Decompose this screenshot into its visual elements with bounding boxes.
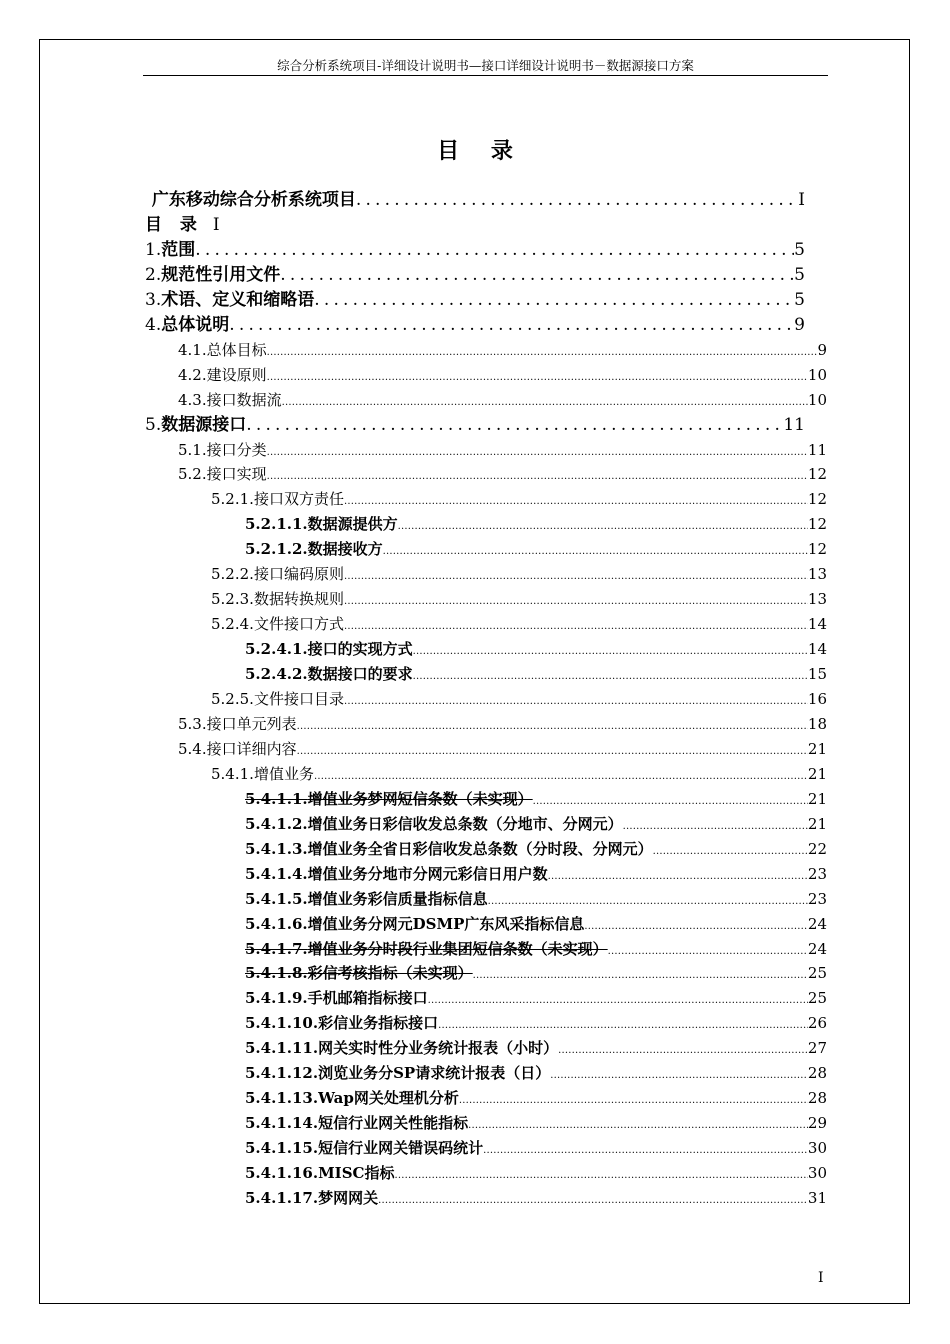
toc-entry[interactable] — [211, 587, 827, 612]
toc-entry-number: 5.4.1.6. — [245, 914, 308, 933]
toc-entry-number: 4.3. — [178, 390, 207, 409]
toc-entry-title: 建设原则 — [206, 365, 267, 384]
toc-leader-dots — [398, 514, 808, 539]
toc-entry-title: 接口的实现方式 — [307, 640, 413, 659]
toc-entry-page: 29 — [807, 1114, 827, 1133]
toc-entry-number: 5.1. — [178, 440, 207, 459]
toc-entry[interactable] — [245, 837, 827, 862]
toc-entry-title: 数据转换规则 — [253, 590, 344, 609]
toc-entry-page: 21 — [807, 789, 827, 808]
toc-entry[interactable] — [178, 712, 827, 737]
toc-entry-number: 5.2.4.2. — [245, 665, 308, 684]
toc-entry-number: 3. — [145, 289, 162, 310]
toc-entry[interactable] — [245, 937, 827, 962]
toc-leader-dots — [195, 238, 794, 263]
toc-entry-title: 规范性引用文件 — [161, 264, 281, 285]
toc-entry[interactable] — [145, 213, 805, 238]
toc-entry[interactable] — [245, 637, 827, 662]
toc-leader-dots — [488, 889, 808, 914]
toc-entry-page: 18 — [807, 714, 827, 733]
toc-entry[interactable] — [245, 887, 827, 912]
toc-entry-page: 21 — [807, 764, 827, 783]
toc-entry-number: 5. — [145, 414, 162, 435]
toc-entry-title: 数据接口的要求 — [307, 665, 413, 684]
toc-leader-dots — [280, 263, 794, 288]
toc-entry[interactable] — [245, 1111, 827, 1136]
toc-leader-dots — [344, 614, 808, 639]
toc-entry[interactable] — [211, 562, 827, 587]
toc-leader-dots — [413, 664, 808, 689]
toc-entry-page: 9 — [817, 340, 827, 359]
toc-entry-page: 12 — [807, 515, 827, 534]
toc-entry[interactable] — [145, 288, 805, 313]
toc-entry-title: 接口详细内容 — [206, 739, 297, 758]
toc-entry-number: 1. — [145, 239, 162, 260]
page-number: I — [818, 1270, 824, 1286]
toc-entry-page: I — [212, 214, 220, 235]
toc-entry-title: 总体说明 — [161, 314, 230, 335]
toc-entry-page: 5 — [794, 289, 805, 310]
toc-leader-dots — [267, 464, 808, 489]
toc-entry[interactable] — [245, 1036, 827, 1061]
toc-entry-title: 接口数据流 — [206, 390, 282, 409]
toc-entry[interactable] — [211, 762, 827, 787]
toc-entry-number: 5.2.4.1. — [245, 640, 308, 659]
toc-entry-title: 彩信业务指标接口 — [318, 1014, 439, 1033]
toc-entry-title: 网关实时性分业务统计报表（小时） — [318, 1039, 559, 1058]
toc-entry-title: 接口双方责任 — [253, 490, 344, 509]
toc-leader-dots — [623, 814, 808, 839]
toc-entry-page: 30 — [807, 1164, 827, 1183]
toc-leader-dots — [297, 714, 808, 739]
toc-entry[interactable] — [245, 1186, 827, 1211]
toc-entry-title: 接口编码原则 — [253, 565, 344, 584]
toc-entry-number: 5.4.1.1. — [245, 789, 308, 808]
toc-leader-dots — [558, 1038, 808, 1063]
toc-leader-dots — [383, 539, 808, 564]
toc-entry[interactable] — [245, 1061, 827, 1086]
toc-leader-dots — [356, 188, 798, 213]
toc-entry[interactable] — [178, 462, 827, 487]
toc-title: 目 录 — [437, 138, 525, 164]
toc-entry-title: 数据源接口 — [161, 414, 247, 435]
toc-entry-page: 9 — [794, 314, 805, 335]
toc-entry-title: MISC指标 — [318, 1164, 395, 1183]
toc-leader-dots — [548, 864, 808, 889]
toc-leader-dots — [344, 689, 808, 714]
toc-entry-page: 12 — [807, 490, 827, 509]
toc-leader-dots — [438, 1013, 808, 1038]
toc-entry-number: 5.4.1.16. — [245, 1164, 319, 1183]
toc-entry[interactable] — [145, 413, 805, 438]
toc-leader-dots — [297, 739, 808, 764]
toc-entry-title: 彩信考核指标（未实现） — [307, 964, 473, 983]
toc-entry-page: 13 — [807, 590, 827, 609]
toc-entry-number: 5.2.3. — [211, 590, 254, 609]
toc-entry-title: 数据源提供方 — [307, 515, 398, 534]
toc-entry[interactable] — [145, 238, 805, 263]
toc-entry[interactable] — [178, 363, 827, 388]
toc-entry-page: 10 — [807, 365, 827, 384]
toc-entry-page: 5 — [794, 239, 805, 260]
toc-entry-number: 5.4.1.15. — [245, 1139, 319, 1158]
toc-entry-page: 27 — [807, 1039, 827, 1058]
toc-leader-dots — [267, 365, 808, 390]
toc-entry[interactable] — [245, 512, 827, 537]
toc-entry-page: 11 — [783, 414, 805, 435]
toc-entry[interactable] — [245, 912, 827, 937]
toc-leader-dots — [282, 390, 808, 415]
toc-entry-title: 增值业务分地市分网元彩信日用户数 — [307, 864, 548, 883]
toc-entry-title: 接口分类 — [206, 440, 267, 459]
toc-entry-number: 5.4.1.10. — [245, 1014, 319, 1033]
toc-entry-page: 23 — [807, 889, 827, 908]
toc-entry[interactable] — [145, 263, 805, 288]
toc-entry-page: 24 — [807, 914, 827, 933]
toc-entry-number: 5.4.1.2. — [245, 814, 308, 833]
toc-entry[interactable] — [245, 537, 827, 562]
toc-entry[interactable] — [245, 986, 827, 1011]
toc-entry-page: 26 — [807, 1014, 827, 1033]
toc-entry-number: 5.2.1. — [211, 490, 254, 509]
toc-leader-dots — [459, 1088, 808, 1113]
toc-leader-dots — [608, 939, 808, 964]
toc-entry-title: 范围 — [161, 239, 196, 260]
toc-entry-page: 11 — [807, 440, 827, 459]
toc-leader-dots — [473, 963, 808, 988]
toc-entry-number: 5.4.1.11. — [245, 1039, 319, 1058]
toc-entry-page: 12 — [807, 465, 827, 484]
toc-entry-page: 31 — [807, 1189, 827, 1207]
toc-entry-number: 5.2.2. — [211, 565, 254, 584]
toc-entry-title: 增值业务全省日彩信收发总条数（分时段、分网元） — [307, 839, 653, 858]
toc-leader-dots — [483, 1138, 808, 1163]
toc-entry[interactable] — [245, 662, 827, 687]
toc-entry[interactable] — [245, 812, 827, 837]
toc-entry[interactable] — [178, 388, 827, 413]
toc-entry-page: 21 — [807, 739, 827, 758]
toc-entry-number: 5.4.1.17. — [245, 1189, 319, 1207]
toc-entry-title: 短信行业网关性能指标 — [318, 1114, 469, 1133]
toc-entry-number: 5.4.1.3. — [245, 839, 308, 858]
toc-entry-page: 15 — [807, 665, 827, 684]
toc-entry-number: 5.4.1.5. — [245, 889, 308, 908]
toc-entry-number: 4.1. — [178, 340, 207, 359]
toc-entry-title: 文件接口方式 — [253, 615, 344, 634]
toc-entry-number: 5.4. — [178, 739, 207, 758]
toc-entry[interactable] — [245, 862, 827, 887]
toc-entry[interactable] — [211, 687, 827, 712]
toc-leader-dots — [229, 313, 794, 338]
toc-entry-number: 5.4.1.7. — [245, 939, 308, 958]
toc-entry-title: 梦网网关 — [318, 1189, 379, 1207]
toc-entry-number: 5.2.4. — [211, 615, 254, 634]
toc-entry-number: 2. — [145, 264, 162, 285]
toc-entry-number: 5.2. — [178, 465, 207, 484]
toc-entry[interactable] — [211, 487, 827, 512]
toc-entry-number: 5.4.1.12. — [245, 1064, 319, 1083]
toc-entry[interactable] — [245, 1161, 827, 1186]
toc-entry-number: 5.2.1.2. — [245, 540, 308, 559]
toc-entry-title: 接口实现 — [206, 465, 267, 484]
toc-entry-page: 5 — [794, 264, 805, 285]
toc-entry[interactable] — [245, 1086, 827, 1111]
toc-entry-title: 增值业务 — [253, 764, 314, 783]
toc-entry-title: 增值业务分网元DSMP广东风采指标信息 — [307, 914, 585, 933]
toc-entry-title: 浏览业务分SP请求统计报表（日） — [318, 1064, 551, 1083]
toc-entry-page: 24 — [807, 939, 827, 958]
toc-entry-number: 4.2. — [178, 365, 207, 384]
toc-entry[interactable] — [145, 188, 805, 213]
toc-entry-title: 增值业务分时段行业集团短信条数（未实现） — [307, 939, 608, 958]
toc-entry[interactable] — [178, 338, 827, 363]
toc-entry-title: 增值业务梦网短信条数（未实现） — [307, 789, 533, 808]
toc-leader-dots — [468, 1113, 808, 1138]
toc-leader-dots — [584, 914, 808, 939]
toc-entry[interactable] — [245, 787, 827, 812]
toc-entry-title: 总体目标 — [206, 340, 267, 359]
toc-entry-number: 5.3. — [178, 714, 207, 733]
toc-entry-page: 30 — [807, 1139, 827, 1158]
toc-leader-dots — [653, 839, 808, 864]
toc-entry-number: 5.4.1.4. — [245, 864, 308, 883]
toc-leader-dots — [344, 589, 808, 614]
toc-entry-title: 增值业务日彩信收发总条数（分地市、分网元） — [307, 814, 623, 833]
toc-entry-page: 14 — [807, 615, 827, 634]
toc-entry-title: Wap网关处理机分析 — [318, 1089, 459, 1108]
toc-entry-title: 文件接口目录 — [253, 690, 344, 708]
toc-entry[interactable] — [178, 438, 827, 463]
toc-entry-title: 手机邮箱指标接口 — [307, 989, 428, 1008]
toc-entry-title: 增值业务彩信质量指标信息 — [307, 889, 488, 908]
toc-entry-page: 25 — [807, 964, 827, 983]
toc-entry-page: 23 — [807, 864, 827, 883]
toc-entry[interactable] — [245, 1011, 827, 1036]
toc-entry-title: 术语、定义和缩略语 — [161, 289, 315, 310]
toc-entry[interactable] — [245, 961, 827, 986]
toc-entry[interactable] — [245, 1136, 827, 1161]
toc-entry-number: 5.4.1.8. — [245, 964, 308, 983]
toc-entry-number: 5.2.1.1. — [245, 515, 308, 534]
toc-leader-dots — [314, 288, 794, 313]
toc-leader-dots — [550, 1063, 808, 1088]
toc-entry-page: 25 — [807, 989, 827, 1008]
toc-entry-number: 5.4.1.9. — [245, 989, 308, 1008]
toc-leader-dots — [314, 764, 808, 789]
toc-leader-dots — [394, 1163, 807, 1188]
toc-entry-page: 14 — [807, 640, 827, 659]
toc-entry-number: 5.4.1.14. — [245, 1114, 319, 1133]
toc-entry-page: 22 — [807, 839, 827, 858]
toc-entry-page: 13 — [807, 565, 827, 584]
toc-entry[interactable] — [211, 612, 827, 637]
toc-entry-title: 短信行业网关错误码统计 — [318, 1139, 484, 1158]
toc-entry-page: 10 — [807, 390, 827, 409]
toc-entry[interactable] — [145, 313, 805, 338]
toc-entry-number: 4. — [145, 314, 162, 335]
toc-leader-dots — [428, 988, 808, 1013]
toc-leader-dots — [344, 489, 808, 514]
toc-entry-page: 28 — [807, 1089, 827, 1108]
toc-leader-dots — [267, 440, 808, 465]
header-rule — [143, 75, 828, 76]
toc-entry-title: 接口单元列表 — [206, 714, 297, 733]
toc-leader-dots — [413, 639, 808, 664]
toc-entry-page: 28 — [807, 1064, 827, 1083]
toc-entry-title: 目 录 — [145, 214, 203, 235]
toc-entry-page: 21 — [807, 814, 827, 833]
toc-leader-dots — [246, 413, 783, 438]
toc-leader-dots — [378, 1188, 808, 1213]
toc-entry[interactable] — [178, 737, 827, 762]
running-header: 综合分析系统项目-详细设计说明书—接口详细设计说明书－数据源接口方案 — [277, 58, 694, 73]
toc-entry-page: 16 — [807, 690, 827, 708]
toc-leader-dots — [267, 340, 818, 365]
toc-entry-number: 5.2.5. — [211, 690, 254, 708]
toc-leader-dots — [344, 564, 808, 589]
toc-entry-number: 5.4.1.13. — [245, 1089, 319, 1108]
toc-entry-page: 12 — [807, 540, 827, 559]
toc-leader-dots — [533, 789, 808, 814]
toc-entry-number: 5.4.1. — [211, 764, 254, 783]
toc-entry-page: I — [798, 190, 805, 210]
toc-entry-title: 数据接收方 — [307, 540, 383, 559]
toc-entry-title: 广东移动综合分析系统项目 — [151, 190, 356, 210]
